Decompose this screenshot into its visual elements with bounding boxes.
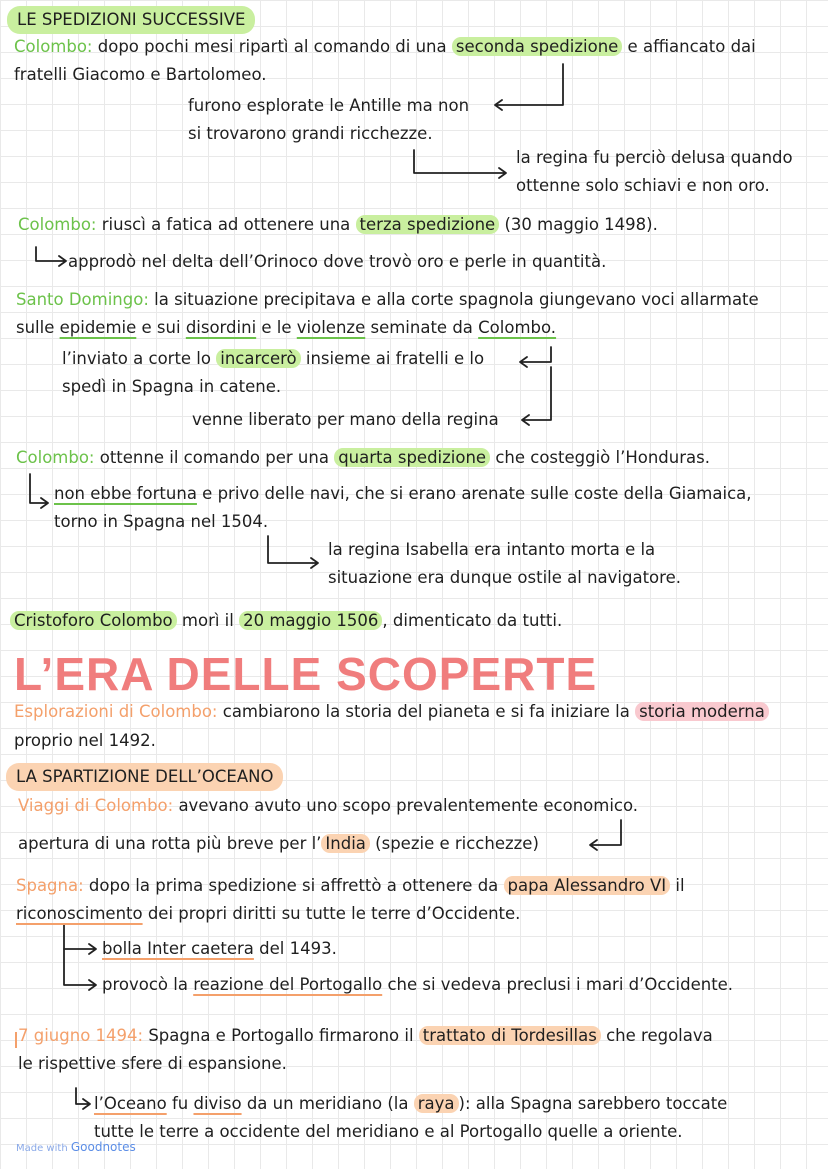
text-line: Cristoforo Colombo morì il 20 maggio 1506 , dimenticato da tutti. (10, 610, 562, 632)
section-heading: LE SPEDIZIONI SUCCESSIVE (7, 6, 255, 34)
text-line: Colombo: ottenne il comando per una quarta spedizione che costeggiò l’Honduras. (16, 448, 710, 467)
text-line: la regina fu perciò delusa quando (516, 148, 793, 167)
arrow-connector (64, 944, 96, 954)
text-line: venne liberato per mano della regina (192, 410, 499, 429)
arrow-connector (268, 536, 318, 568)
page-title: L’ERA DELLE SCOPERTE (14, 648, 598, 700)
arrow-connector (64, 924, 96, 990)
text-line: provocò la reazione del Portogallo che si vedeva preclusi i mari d’Occidente. (102, 975, 734, 994)
text-line: la regina Isabella era intanto morta e la (328, 540, 656, 559)
text-line: situazione era dunque ostile al navigatore. (328, 568, 681, 587)
text-line: riconoscimento dei propri diritti su tutte le terre d’Occidente. (16, 904, 521, 923)
section-heading: LA SPARTIZIONE DELL’OCEANO (6, 763, 283, 791)
text-line: si trovarono grandi ricchezze. (188, 124, 433, 143)
text-line: Colombo: riuscì a fatica ad ottenere una terza spedizione (30 maggio 1498). (18, 215, 658, 234)
text-line: le rispettive sfere di espansione. (18, 1054, 287, 1073)
text-line: Viaggi di Colombo: avevano avuto uno scopo prevalentemente economico. (18, 796, 639, 815)
text-line: torno in Spagna nel 1504. (54, 512, 269, 531)
text-line: Spagna: dopo la prima spedizione si affrettò a ottenere da papa Alessandro VI il (16, 876, 685, 895)
text-line: tutte le terre a occidente del meridiano e al Portogallo quelle a oriente. (94, 1122, 683, 1141)
text-line: ottenne solo schiavi e non oro. (516, 176, 770, 195)
arrow-connector (522, 367, 551, 425)
text-line: spedì in Spagna in catene. (62, 377, 282, 396)
arrow-connector (414, 150, 506, 178)
text-line: l’inviato a corte lo incarcerò insieme ai fratelli e lo (62, 349, 485, 368)
arrow-connector (36, 247, 66, 266)
text-line: Santo Domingo: la situazione precipitava e alla corte spagnola giungevano voci allarmate (16, 290, 759, 309)
text-line: furono esplorate le Antille ma non (188, 96, 470, 115)
text-line: sulle epidemie e sui disordini e le violenze seminate da Colombo. (16, 318, 557, 337)
text-line: bolla Inter caetera del 1493. (102, 939, 337, 958)
text-line: proprio nel 1492. (14, 731, 156, 750)
made-with-badge: Made with Goodnotes (16, 1140, 136, 1154)
arrow-connector (590, 820, 621, 850)
arrow-connector (76, 1088, 90, 1109)
arrow-connector (520, 347, 551, 367)
text-line: 7 giugno 1494: Spagna e Portogallo firmarono il trattato di Tordesillas che regolava (18, 1026, 713, 1045)
text-line: fratelli Giacomo e Bartolomeo. (14, 65, 267, 84)
text-line: approdò nel delta dell’Orinoco dove trovò oro e perle in quantità. (68, 252, 607, 271)
arrow-connector (30, 474, 48, 508)
arrow-connector (495, 64, 563, 110)
text-line: non ebbe fortuna e privo delle navi, che si erano arenate sulle coste della Giamaica, (54, 484, 752, 503)
text-line: Esplorazioni di Colombo: cambiarono la storia del pianeta e si fa iniziare la storia moderna (14, 701, 769, 723)
text-line: Colombo: dopo pochi mesi ripartì al comando di una seconda spedizione e affiancato dai (14, 37, 756, 56)
text-line: l’Oceano fu diviso da un meridiano (la raya ): alla Spagna sarebbero toccate (94, 1094, 728, 1113)
text-line: apertura di una rotta più breve per l’ India (spezie e ricchezze) (18, 834, 539, 853)
